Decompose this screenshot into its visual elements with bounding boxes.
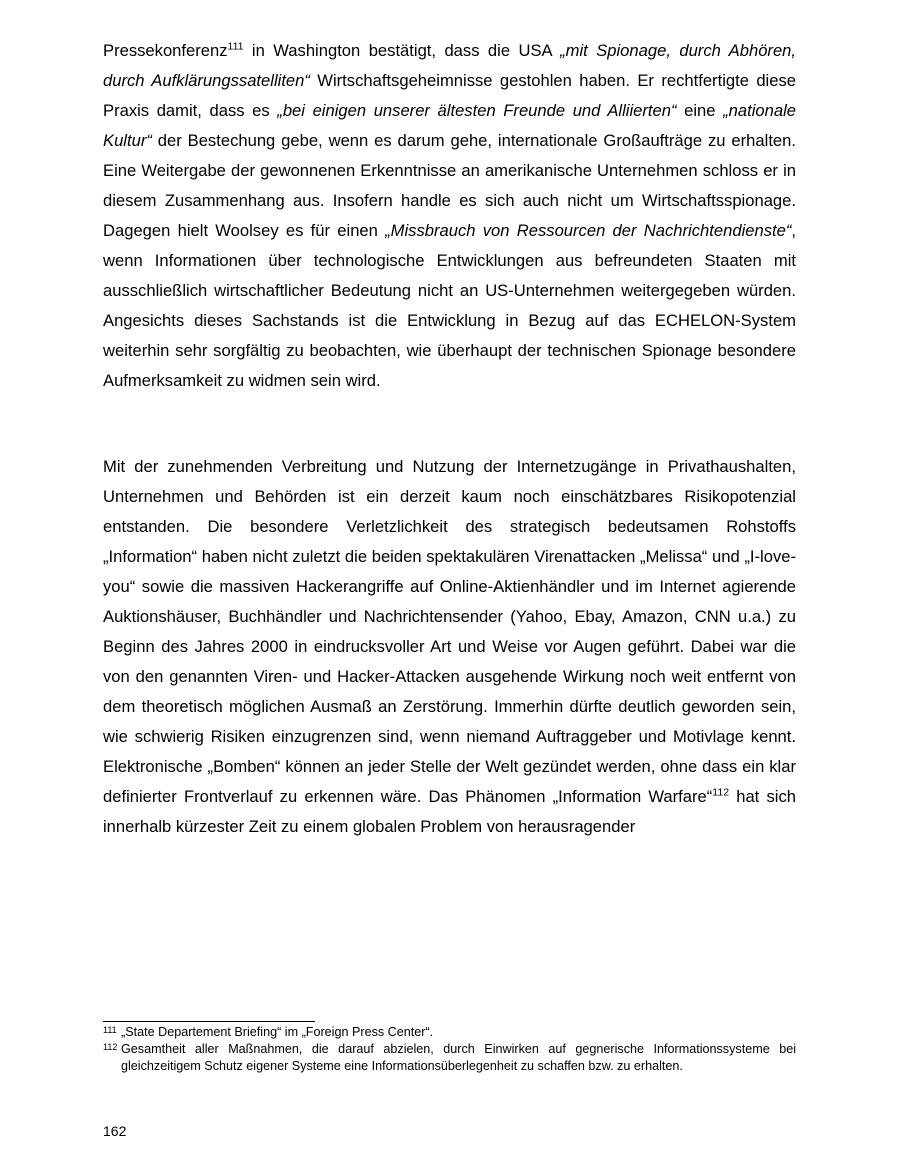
p2-text-1: Mit der zunehmenden Verbreitung und Nutzung der Internetzugänge in Privathaushalten, Unternehmen und Behörden ist ein derzeit kaum noch einschätzbares Risikopotenzial entstanden. Die besondere Verletzlichkeit des strategisch bedeutsamen Rohstoffs „Information“ haben nicht zuletzt die beiden spektakulären Virenattacken „Melissa“ und „I-love-you“ sowie die massiven Hackerangriffe auf Online-Aktienhändler und im Internet agierende Auktionshäuser, Buchhändler und Nachrichtensender (Yahoo, Ebay, Amazon, CNN u.a.) zu Beginn des Jahres 2000 in eindrucksvoller Art und Weise vor Augen geführt. Dabei war die von den genannten Viren- und Hacker-Attacken ausgehende Wirkung noch weit entfernt von dem theoretisch möglichen Ausmaß an Zerstörung. Immerhin dürfte deutlich geworden sein, wie schwierig Risiken einzugrenzen sind, wenn niemand Auftraggeber und Motivlage kennt. Elektronische „Bomben“ können an jeder Stelle der Welt gezündet werden, ohne dass ein klar definierter Frontverlauf zu erkennen wäre. Das Phänomen „Information Warfare“: [103, 457, 796, 806]
p1-text-3: Wirtschaftsgeheimnisse gestohlen haben. Er rechtfertigte diese Praxis damit, dass es: [103, 71, 796, 120]
footnote-ref-111: 111: [227, 40, 244, 53]
p1-quote-2: „bei einigen unserer ältesten Freunde und Alliierten“: [277, 101, 677, 120]
footnote-111: [103, 1024, 796, 1041]
footnote-number: 112: [103, 1042, 118, 1052]
footnote-text: „State Departement Briefing“ im „Foreign Press Center“.: [121, 1025, 434, 1039]
p1-text-4: eine: [676, 101, 724, 120]
footnote-number: 111: [103, 1025, 117, 1035]
body-paragraph-2: [103, 452, 796, 842]
footnote-ref-112: 112: [712, 786, 730, 799]
footnote-112: [103, 1041, 796, 1075]
footnote-separator: [103, 1021, 315, 1022]
p2-text-2: hat sich innerhalb kürzester Zeit zu einem globalen Problem von herausragender: [103, 787, 796, 836]
p1-text-5: der Bestechung gebe, wenn es darum gehe, internationale Großaufträge zu erhalten. Eine Weitergabe der gewonnenen Erkenntnisse an amerikanische Unternehmen schloss er in diesem Zusammenhang aus. Insofern handle es sich auch nicht um Wirtschaftsspionage. Dagegen hielt Woolsey es für einen: [103, 131, 796, 240]
p1-quote-1: „mit Spionage, durch Abhören, durch Aufklärungssatelliten“: [103, 41, 797, 90]
p1-quote-4: „Missbrauch von Ressourcen der Nachrichtendienste“: [385, 221, 792, 240]
p1-text-1: Pressekonferenz: [103, 41, 228, 60]
p1-text-6: , wenn Informationen über technologische Entwicklungen aus befreundeten Staaten mit ausschließlich wirtschaftlicher Bedeutung nicht an US-Unternehmen weitergegeben würden. Angesichts dieses Sachstands ist die Entwicklung in Bezug auf das ECHELON-System weiterhin sehr sorgfältig zu beobachten, wie überhaupt der technischen Spionage besondere Aufmerksamkeit zu widmen sein wird.: [103, 221, 796, 390]
body-paragraph-1: [103, 36, 796, 396]
p1-quote-3: „nationale Kultur“: [103, 101, 797, 150]
footnote-text: Gesamtheit aller Maßnahmen, die darauf abzielen, durch Einwirken auf gegnerische Informationssysteme bei gleichzeitigem Schutz eigener Systeme eine Informationsüberlegenheit zu schaffen bzw. zu erhalten.: [121, 1042, 796, 1073]
footnotes: [103, 1024, 796, 1075]
page-number: 162: [103, 1123, 127, 1139]
p1-text-2: in Washington bestätigt, dass die USA: [243, 41, 561, 60]
